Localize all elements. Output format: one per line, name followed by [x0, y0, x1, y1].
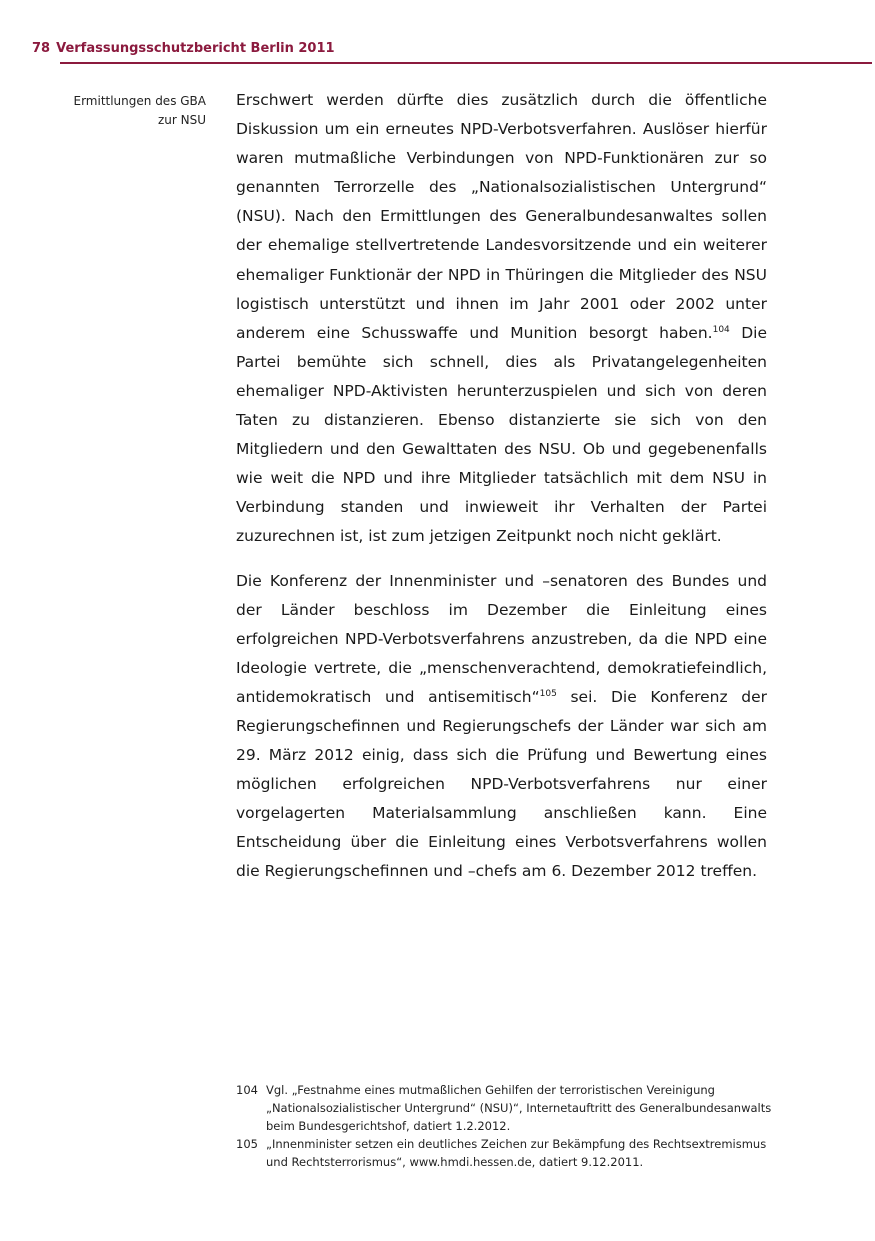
- paragraph-1: [236, 86, 767, 552]
- footnote-number: 105: [236, 1137, 258, 1151]
- paragraph-1-text-b: Die Partei bemühte sich schnell, dies als Privatangelegenheiten ehemaliger NPD-Aktivisten herunterzuspielen und sich von deren Taten zu distanzieren. Ebenso distanzierte sie sich von den Mitgliedern und den Gewalttaten des NSU. Ob und gegebenenfalls wie weit die NPD und ihre Mitglieder tatsächlich mit dem NSU in Verbindung standen und inwieweit ihr Verhalten der Partei zuzurechnen ist, ist zum jetzigen Zeitpunkt noch nicht geklärt.: [236, 323, 767, 546]
- paragraph-2-text-a: Die Konferenz der Innenminister und –senatoren des Bundes und der Länder beschloss im Dezember die Einleitung eines erfolgreichen NPD-Verbotsverfahrens anzustreben, da die NPD eine Ideologie vertrete, die „menschenverachtend, demokratiefeindlich, antidemokratisch und antisemitisch“: [236, 571, 767, 706]
- paragraph-2: [236, 567, 767, 887]
- body-text: [236, 86, 767, 902]
- footnote-text: „Innenminister setzen ein deutliches Zeichen zur Bekämpfung des Rechtsextremismus und Rechtsterrorismus“, www.hmdi.hessen.de, datiert 9.12.2011.: [266, 1137, 767, 1169]
- footnotes: [236, 1081, 776, 1171]
- footnote-ref-105[interactable]: 105: [539, 688, 557, 699]
- footnote-ref-104[interactable]: 104: [712, 324, 730, 335]
- footnote-text: Vgl. „Festnahme eines mutmaßlichen Gehilfen der terroristischen Vereinigung „Nationalsozialistischer Untergrund“ (NSU)“, Internetauftritt des Generalbundesanwalts beim Bundesgerichtshof, datiert 1.2.2012.: [266, 1083, 772, 1133]
- paragraph-1-text-a: Erschwert werden dürfte dies zusätzlich durch die öffentliche Diskussion um ein erneutes NPD-Verbotsverfahren. Auslöser hierfür waren mutmaßliche Verbindungen von NPD-Funktionären zur so genannten Terrorzelle des „Nationalsozialistischen Untergrund“ (NSU). Nach den Ermittlungen des Generalbundesanwaltes sollen der ehemalige stellvertretende Landesvorsitzende und ein weiterer ehemaliger Funktionär der NPD in Thüringen die Mitglieder des NSU logistisch unterstützt und ihnen im Jahr 2001 oder 2002 unter anderem eine Schusswaffe und Munition besorgt haben.: [236, 91, 767, 342]
- paragraph-2-text-b: sei. Die Konferenz der Regierungschefinnen und Regierungschefs der Länder war sich am 29. März 2012 einig, dass sich die Prüfung und Bewertung eines möglichen erfolgreichen NPD-Verbotsverfahrens nur einer vorgelagerten Materialsammlung anschließen kann. Eine Entscheidung über die Einleitung eines Verbotsverfahrens wollen die Regierungschefinnen und –chefs am 6. Dezember 2012 treffen.: [236, 687, 767, 881]
- running-title: Verfassungsschutzbericht Berlin 2011: [56, 41, 335, 56]
- margin-note: [40, 92, 206, 130]
- margin-note-line-2: zur NSU: [157, 113, 206, 127]
- page-number: 78: [32, 41, 51, 56]
- footnote: [236, 1135, 776, 1171]
- footnote: [236, 1081, 776, 1135]
- margin-note-line-1: Ermittlungen des GBA: [73, 94, 206, 108]
- header-divider: [60, 62, 872, 64]
- footnote-number: 104: [236, 1083, 258, 1097]
